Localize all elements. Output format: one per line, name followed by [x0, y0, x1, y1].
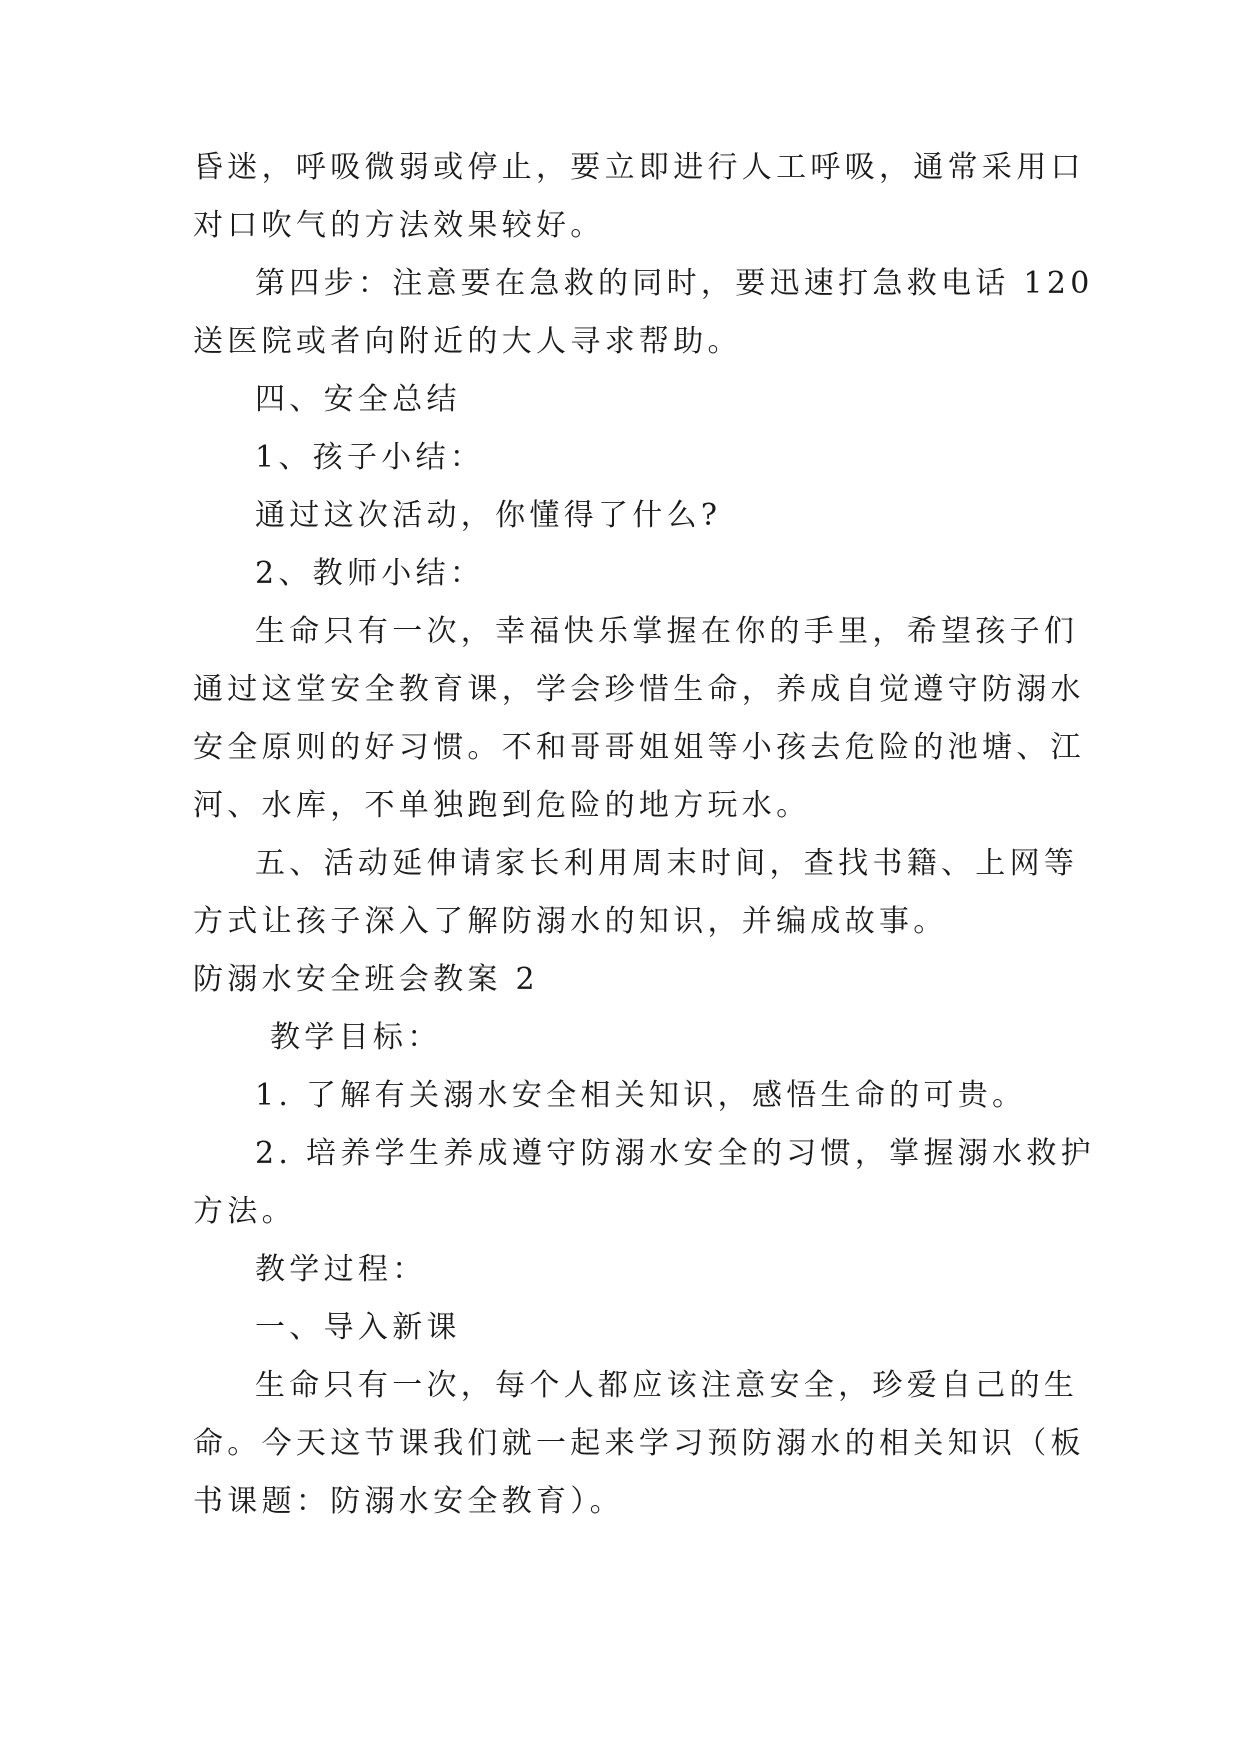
section-heading: 教学目标： — [270, 1020, 442, 1055]
paragraph-line: 生命只有一次，每个人都应该注意安全，珍爱自己的生 — [255, 1368, 1079, 1403]
paragraph-line: 第四步：注意要在急救的同时，要迅速打急救电话 120 — [255, 266, 1094, 301]
section-heading: 教学过程： — [255, 1252, 427, 1287]
paragraph-line: 送医院或者向附近的大人寻求帮助。 — [193, 324, 742, 359]
paragraph-line: 通过这堂安全教育课，学会珍惜生命，养成自觉遵守防溺水 — [193, 672, 1085, 707]
subsection-heading: 2、教师小结： — [255, 556, 485, 591]
subsection-heading: 1、孩子小结： — [255, 440, 485, 475]
section-heading: 五、活动延伸请家长利用周末时间，查找书籍、上网等 — [255, 846, 1079, 881]
paragraph-line: 对口吹气的方法效果较好。 — [193, 208, 605, 243]
section-heading: 四、安全总结 — [255, 382, 461, 417]
section-heading: 一、导入新课 — [255, 1310, 461, 1345]
paragraph-line: 生命只有一次，幸福快乐掌握在你的手里，希望孩子们 — [255, 614, 1079, 649]
paragraph-line: 河、水库，不单独跑到危险的地方玩水。 — [193, 788, 811, 823]
paragraph-line: 方式让孩子深入了解防溺水的知识，并编成故事。 — [193, 904, 948, 939]
paragraph-line: 昏迷，呼吸微弱或停止，要立即进行人工呼吸，通常采用口 — [193, 150, 1085, 185]
paragraph-line: 方法。 — [193, 1194, 296, 1229]
paragraph-line: 安全原则的好习惯。不和哥哥姐姐等小孩去危险的池塘、江 — [193, 730, 1085, 765]
paragraph-line: 书课题：防溺水安全教育）。 — [193, 1484, 624, 1519]
list-item: 2. 培养学生养成遵守防溺水安全的习惯，掌握溺水救护 — [255, 1136, 1095, 1171]
paragraph-line: 通过这次活动，你懂得了什么? — [255, 498, 722, 533]
paragraph-line: 命。今天这节课我们就一起来学习预防溺水的相关知识（板 — [193, 1426, 1085, 1461]
document-title: 防溺水安全班会教案 2 — [193, 962, 539, 997]
list-item: 1. 了解有关溺水安全相关知识，感悟生命的可贵。 — [255, 1078, 1027, 1113]
